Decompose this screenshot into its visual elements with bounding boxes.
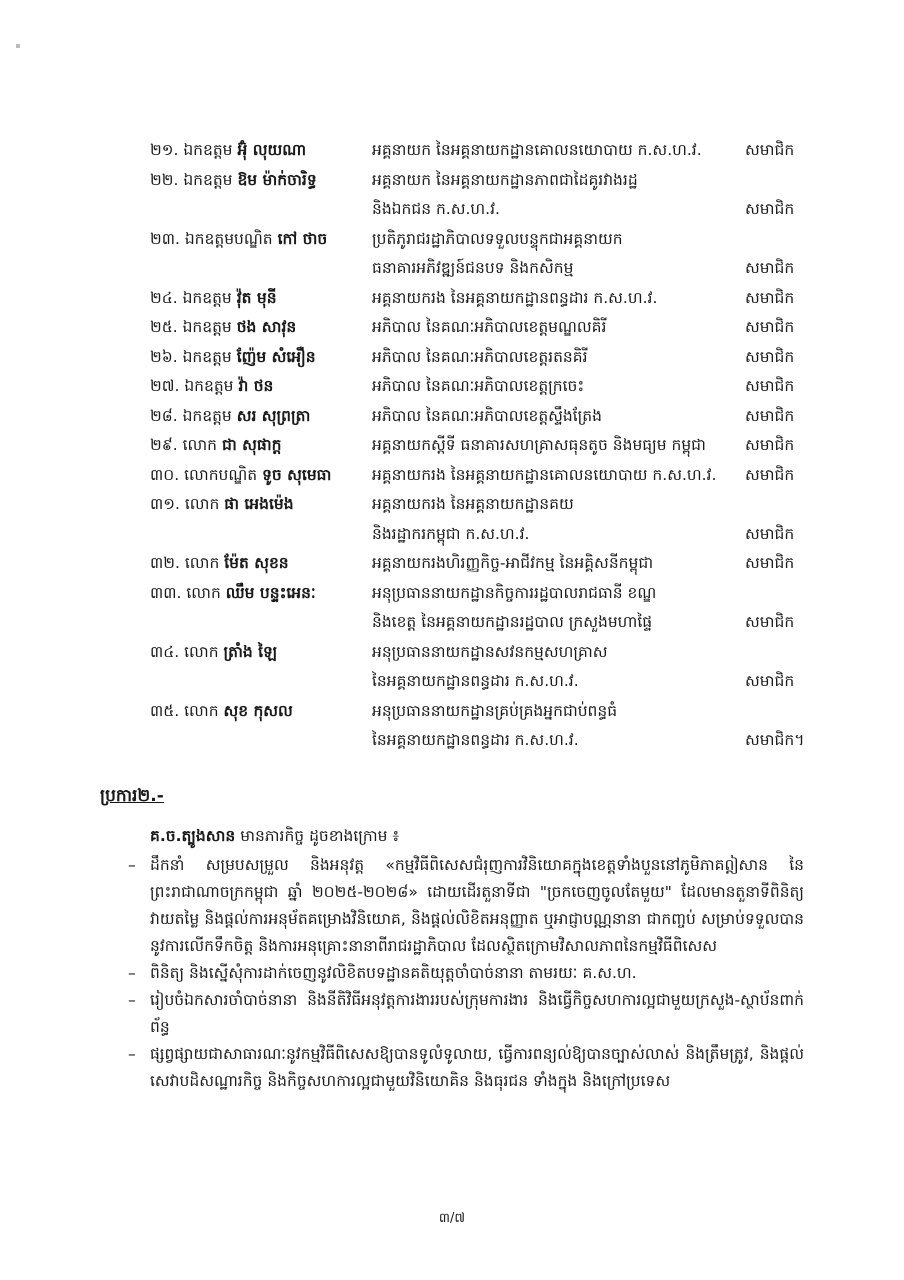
member-position: អគ្គនាយករងហិរញ្ញកិច្ច-អាជីវកម្ម នៃអគ្គិសនីកម្ពុជា <box>372 554 654 572</box>
member-position: អគ្គនាយកស្ដីទី ធនាគារសហគ្រាសធុនតូច និងមធ្យម កម្ពុជា <box>372 436 706 454</box>
member-number: ៣១. <box>150 495 180 513</box>
member-number: ២៣. <box>150 229 180 248</box>
member-name <box>150 490 370 520</box>
member-title: លោក <box>184 701 219 720</box>
member-title: លោកបណ្ឌិត <box>184 465 258 484</box>
member-role: សមាជិក <box>745 377 795 395</box>
member-role: សមាជិក <box>745 318 795 336</box>
dash-bullet: – <box>128 1045 136 1063</box>
member-number: ២៧. <box>150 377 180 395</box>
member-position: អភិបាល នៃគណៈអភិបាលខេត្តមណ្ឌលគិរី <box>372 318 607 336</box>
member-row <box>150 195 830 225</box>
member-position: អគ្គនាយករង នៃអគ្គនាយកដ្ឋានគយ <box>372 495 574 513</box>
dash-bullet: – <box>128 964 136 982</box>
member-title: ឯកឧត្តម <box>183 141 233 159</box>
member-row <box>150 372 830 402</box>
member-person: វ៉ា ថន <box>238 377 274 395</box>
member-role: សមាជិក <box>745 200 795 218</box>
member-title: លោក <box>184 554 220 572</box>
member-position: អគ្គនាយករង នៃអគ្គនាយកដ្ឋានពន្ធដារ ក.ស.ហ.វ. <box>372 288 658 307</box>
member-name <box>150 225 370 255</box>
member-name <box>150 343 370 373</box>
member-position: អភិបាល នៃគណៈអភិបាលខេត្តស្ទឹងត្រែង <box>372 406 602 425</box>
duty-text: ផ្សព្វផ្សាយជាសាធារណៈនូវកម្មវិធីពិសេសឱ្យបានទូលំទូលាយ, ធ្វើការពន្យល់ឱ្យបានច្បាស់លាស់ និងត្រឹមត្រូវ, និងផ្ដល់សេវាបដិសណ្ឋារកិច្ច និងកិច្ចសហការល្អជាមួយវិនិយោគិន និងធុរជន ទាំងក្នុង និងក្រៅប្រទេស <box>150 1045 804 1090</box>
member-name <box>150 136 370 166</box>
member-number: ៣៥. <box>150 701 180 720</box>
duty-item <box>128 960 804 987</box>
member-number: ២៨. <box>150 406 178 425</box>
dash-bullet: – <box>128 856 136 874</box>
member-role: សមាជិក <box>745 347 795 366</box>
member-row <box>150 667 830 697</box>
article-intro <box>150 826 399 849</box>
duty-text: ពិនិត្យ និងស្នើសុំការដាក់ចេញនូវលិខិតបទដ្ឋានគតិយុត្តចាំបាច់នានា តាមរយៈ គ.ស.ហ. <box>150 964 637 982</box>
member-role: សមាជិក។ <box>745 731 805 749</box>
member-number: ២១. <box>150 141 179 159</box>
member-number: ៣២. <box>150 554 180 572</box>
member-title: ឯកឧត្តមបណ្ឌិត <box>184 229 273 248</box>
intro-text: មានភារកិច្ច ដូចខាងក្រោម ៖ <box>235 827 400 845</box>
member-row <box>150 431 830 461</box>
member-name <box>150 431 370 461</box>
member-row <box>150 490 830 520</box>
member-position: នៃអគ្គនាយកដ្ឋានពន្ធដារ ក.ស.ហ.វ. <box>372 731 579 749</box>
committee-name: គ.ច.ត្បូងសាន <box>150 827 236 845</box>
member-position: អនុប្រធាននាយកដ្ឋានកិច្ចការរដ្ឋបាលរាជធានី ខណ្ឌ <box>372 583 657 602</box>
member-number: ៣០. <box>150 465 180 484</box>
member-position: និងខេត្ត នៃអគ្គនាយកដ្ឋានរដ្ឋបាល ក្រសួងមហាផ្ទៃ <box>372 613 653 631</box>
member-role: សមាជិក <box>745 554 795 572</box>
member-name <box>150 697 370 727</box>
member-row <box>150 166 830 196</box>
member-person: កៅ ថាច <box>277 229 328 248</box>
member-row <box>150 225 830 255</box>
member-position: ប្រតិភូរាជរដ្ឋាភិបាលទទួលបន្ទុកជាអគ្គនាយក <box>372 229 623 248</box>
member-person: ផា អេងម៉េង <box>224 495 294 513</box>
member-position: និងរដ្ឋាករកម្ពុជា ក.ស.ហ.វ. <box>372 524 530 543</box>
member-row <box>150 726 830 756</box>
member-title: លោក <box>184 495 220 513</box>
member-name <box>150 402 370 432</box>
member-role: សមាជិក <box>745 436 795 454</box>
member-person: ជា សុផាក្ត <box>221 436 282 454</box>
member-person: សរ សុព្រត្រា <box>236 406 311 425</box>
member-title: ឯកឧត្តម <box>183 170 233 189</box>
member-position: នៃអគ្គនាយកដ្ឋានពន្ធដារ ក.ស.ហ.វ. <box>372 672 579 690</box>
duty-item <box>128 852 804 960</box>
member-name <box>150 579 370 609</box>
member-name <box>150 638 370 668</box>
member-title: ឯកឧត្តម <box>182 318 232 336</box>
member-position: និងឯកជន ក.ស.ហ.វ. <box>372 200 500 218</box>
member-row <box>150 549 830 579</box>
duty-item <box>128 1041 804 1095</box>
member-position: អនុប្រធាននាយកដ្ឋានគ្រប់គ្រងអ្នកជាប់ពន្ធធំ <box>372 701 618 720</box>
member-row <box>150 461 830 491</box>
member-person: ម៉ែត សុខន <box>224 554 289 572</box>
member-title: លោក <box>182 436 218 454</box>
member-person: ថង សាវុន <box>236 318 297 336</box>
member-person: អ៊ុំ លុយណា <box>237 141 307 159</box>
member-person: វ៉ុត មុនី <box>236 288 277 307</box>
duty-text: ដឹកនាំ សម្របសម្រួល និងអនុវត្ត «កម្មវិធីពិសេសជំរុញការវិនិយោគក្នុងខេត្តទាំងបួននៅភូមិភាគឦសាន នៃព្រះរាជាណាចក្រកម្ពុជា ឆ្នាំ ២០២៥-២០២៨» ដោយដើរតួនាទីជា "ច្រកចេញចូលតែមួយ" ដែលមានតួនាទីពិនិត្យ វាយតម្លៃ និងផ្ដល់ការអនុម័តគម្រោងវិនិយោគ, និងផ្ដល់លិខិតអនុញ្ញាត ឬអាជ្ញាបណ្ណនានា ជាកញ្ចប់ សម្រាប់ទទួលបាននូវការលើកទឹកចិត្ត និងការអនុគ្រោះនានាពីរាជរដ្ឋាភិបាល ដែលស្ថិតក្រោមវិសាលភាពនៃកម្មវិធីពិសេស <box>150 856 804 955</box>
member-person: សុខ កុសល <box>223 701 293 720</box>
member-row <box>150 697 830 727</box>
member-row <box>150 579 830 609</box>
member-role: សមាជិក <box>745 672 795 690</box>
member-role: សមាជិក <box>745 465 795 484</box>
member-person: ឱម ម៉ាក់ចារិទ្ធ <box>237 170 317 189</box>
member-position: អគ្គនាយក នៃអគ្គនាយកដ្ឋានភាពជាដៃគូរវាងរដ្ឋ <box>372 170 638 189</box>
member-row <box>150 254 830 284</box>
member-number: ២៦. <box>150 347 178 366</box>
member-person: ញ៉ែម សំអឿន <box>236 347 316 366</box>
member-row <box>150 343 830 373</box>
member-number: ២៩. <box>150 436 178 454</box>
member-number: ២៤. <box>150 288 178 307</box>
member-role: សមាជិក <box>745 613 795 631</box>
member-role: សមាជិក <box>745 524 795 543</box>
member-name <box>150 313 370 343</box>
member-role: សមាជិក <box>745 259 795 277</box>
member-position: អគ្គនាយក នៃអគ្គនាយកដ្ឋានគោលនយោបាយ ក.ស.ហ.វ. <box>372 141 702 159</box>
member-title: លោក <box>184 642 219 661</box>
member-position: អនុប្រធាននាយកដ្ឋានសវនកម្មសហគ្រាស <box>372 642 608 661</box>
member-number: ៣៣. <box>150 583 182 602</box>
member-row <box>150 638 830 668</box>
member-position: អគ្គនាយករង នៃអគ្គនាយកដ្ឋានគោលនយោបាយ ក.ស.ហ.វ. <box>372 465 717 484</box>
member-row <box>150 284 830 314</box>
member-title: ឯកឧត្តម <box>184 377 234 395</box>
member-name <box>150 372 370 402</box>
member-role: សមាជិក <box>745 141 795 159</box>
member-row <box>150 520 830 550</box>
member-row <box>150 608 830 638</box>
member-person: ឈឹម បន្ទះអេនៈ <box>225 583 316 602</box>
member-position: ធនាគារអភិវឌ្ឍន៍ជនបទ និងកសិកម្ម <box>372 259 574 277</box>
member-person: ទូច សុមេធា <box>262 465 332 484</box>
member-title: ឯកឧត្តម <box>182 406 232 425</box>
member-name <box>150 549 370 579</box>
member-title: ឯកឧត្តម <box>182 288 232 307</box>
member-position: អភិបាល នៃគណៈអភិបាលខេត្តរតនគិរី <box>372 347 588 366</box>
member-title: ឯកឧត្តម <box>182 347 232 366</box>
member-name <box>150 461 370 491</box>
scan-mark <box>16 44 20 48</box>
member-number: ៣៤. <box>150 642 180 661</box>
page-number: ៣/៧ <box>438 1211 466 1226</box>
member-role: សមាជិក <box>745 406 795 425</box>
duty-item <box>128 987 804 1041</box>
member-number: ២៥. <box>150 318 178 336</box>
article-title: ប្រការ២.- <box>100 786 164 806</box>
member-row <box>150 136 830 166</box>
member-role: សមាជិក <box>745 288 795 307</box>
member-row <box>150 313 830 343</box>
duty-text: រៀបចំឯកសារចាំបាច់នានា និងនីតិវិធីអនុវត្តការងាររបស់ក្រុមការងារ និងធ្វើកិច្ចសហការល្អជាមួយក្រសួង-ស្ថាប័នពាក់ព័ន្ធ <box>150 991 804 1036</box>
member-number: ២២. <box>150 170 179 189</box>
member-title: លោក <box>186 583 221 602</box>
member-list <box>150 136 830 756</box>
member-position: អភិបាល នៃគណៈអភិបាលខេត្តក្រចេះ <box>372 377 585 395</box>
member-person: ត្រាំង ឡៃ <box>223 642 277 661</box>
member-name <box>150 284 370 314</box>
duty-list <box>128 852 804 1095</box>
member-name <box>150 166 370 196</box>
dash-bullet: – <box>128 991 136 1009</box>
member-row <box>150 402 830 432</box>
